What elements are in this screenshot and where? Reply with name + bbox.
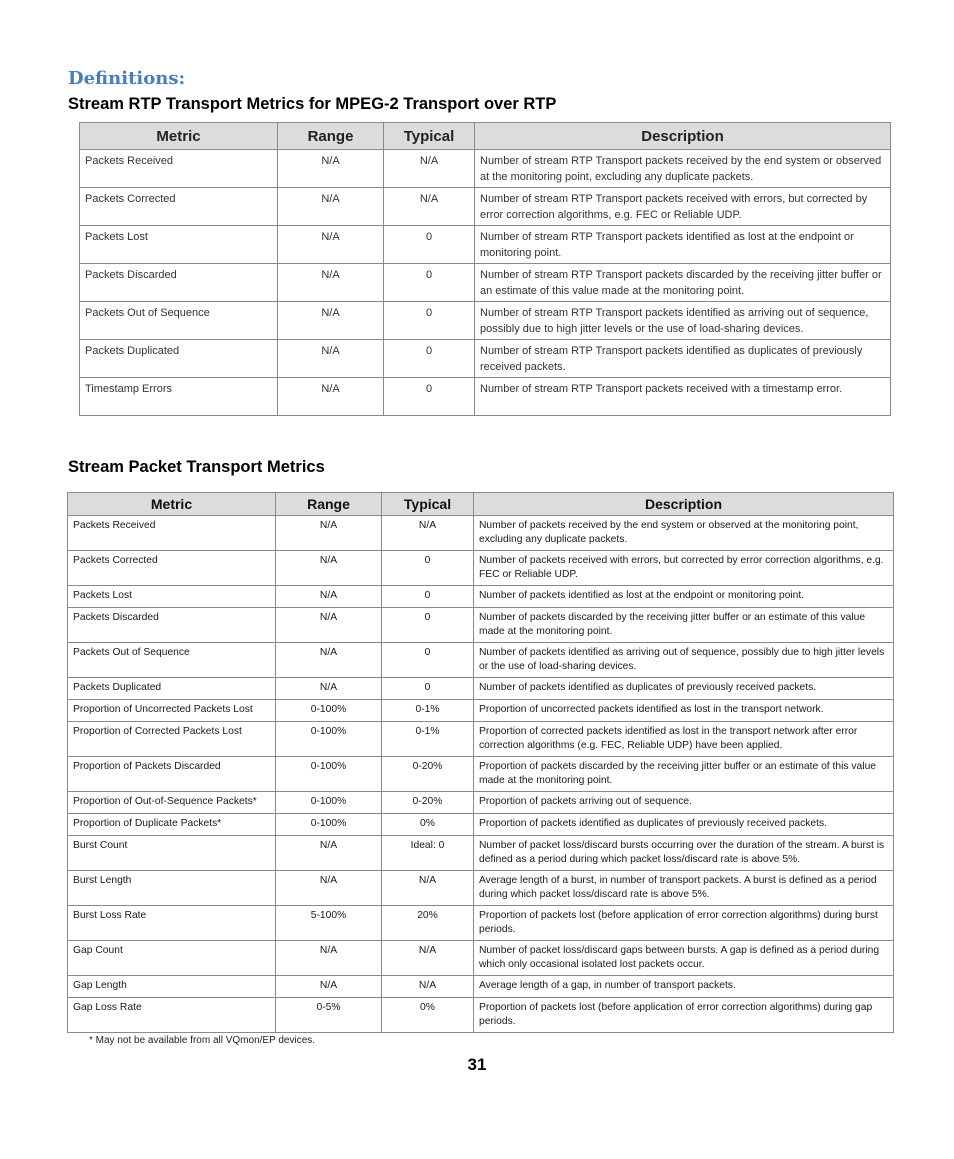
cell-typical: 0 — [382, 608, 474, 643]
cell-range: N/A — [278, 188, 384, 226]
cell-description: Number of packet loss/discard bursts occurring over the duration of the stream. A burst is defined as a period during which packet loss/discard rate is above 5%. — [474, 836, 894, 871]
cell-description: Number of stream RTP Transport packets received with a timestamp error. — [475, 378, 891, 416]
cell-range: 0-100% — [276, 700, 382, 722]
cell-description: Number of stream RTP Transport packets identified as lost at the endpoint or monitoring point. — [475, 226, 891, 264]
cell-description: Number of stream RTP Transport packets received by the end system or observed at the monitoring point, excluding any duplicate packets. — [475, 150, 891, 188]
cell-typical: 0 — [382, 586, 474, 608]
cell-range: 5-100% — [276, 906, 382, 941]
cell-metric: Packets Received — [80, 150, 278, 188]
table-row — [68, 836, 894, 871]
cell-typical: 0 — [384, 226, 475, 264]
cell-metric: Timestamp Errors — [80, 378, 278, 416]
cell-typical: Ideal: 0 — [382, 836, 474, 871]
cell-typical: 0 — [382, 643, 474, 678]
cell-metric: Proportion of Uncorrected Packets Lost — [68, 700, 276, 722]
cell-typical: 0 — [384, 264, 475, 302]
table-row — [68, 998, 894, 1033]
cell-typical: N/A — [384, 188, 475, 226]
table-row — [68, 516, 894, 551]
table-row — [68, 757, 894, 792]
table-row — [68, 586, 894, 608]
cell-metric: Packets Lost — [68, 586, 276, 608]
header-description: Description — [474, 493, 894, 516]
cell-range: N/A — [278, 150, 384, 188]
cell-typical: N/A — [382, 976, 474, 998]
cell-range: N/A — [276, 516, 382, 551]
cell-metric: Proportion of Corrected Packets Lost — [68, 722, 276, 757]
cell-typical: 0-20% — [382, 757, 474, 792]
page-number: 31 — [467, 1055, 487, 1074]
cell-description: Proportion of packets discarded by the receiving jitter buffer or an estimate of this value made at the monitoring point. — [474, 757, 894, 792]
cell-range: 0-100% — [276, 722, 382, 757]
cell-metric: Packets Duplicated — [68, 678, 276, 700]
cell-metric: Burst Length — [68, 871, 276, 906]
header-range: Range — [276, 493, 382, 516]
cell-range: N/A — [276, 941, 382, 976]
table-row — [80, 378, 891, 416]
cell-typical: 0-1% — [382, 700, 474, 722]
cell-typical: N/A — [384, 150, 475, 188]
cell-metric: Burst Count — [68, 836, 276, 871]
cell-range: 0-100% — [276, 814, 382, 836]
cell-metric: Burst Loss Rate — [68, 906, 276, 941]
cell-range: N/A — [278, 264, 384, 302]
rtp-transport-metrics-table — [79, 122, 891, 416]
cell-range: N/A — [278, 340, 384, 378]
cell-metric: Packets Out of Sequence — [80, 302, 278, 340]
cell-range: N/A — [276, 871, 382, 906]
table-row — [68, 941, 894, 976]
cell-description: Number of packet loss/discard gaps between bursts. A gap is defined as a period during which only occasional isolated lost packets occur. — [474, 941, 894, 976]
table-row — [68, 814, 894, 836]
cell-description: Number of stream RTP Transport packets discarded by the receiving jitter buffer or an estimate of this value made at the monitoring point. — [475, 264, 891, 302]
cell-typical: 0 — [382, 551, 474, 586]
cell-range: N/A — [276, 551, 382, 586]
cell-description: Proportion of packets arriving out of sequence. — [474, 792, 894, 814]
cell-range: N/A — [276, 678, 382, 700]
table-row — [80, 150, 891, 188]
cell-description: Proportion of packets lost (before application of error correction algorithms) during gap periods. — [474, 998, 894, 1033]
definitions-heading: Definitions: — [68, 68, 186, 89]
header-metric: Metric — [80, 123, 278, 150]
cell-description: Number of packets identified as lost at the endpoint or monitoring point. — [474, 586, 894, 608]
cell-typical: N/A — [382, 516, 474, 551]
cell-range: N/A — [276, 643, 382, 678]
table-row — [80, 302, 891, 340]
cell-range: N/A — [276, 976, 382, 998]
cell-range: N/A — [276, 608, 382, 643]
table-row — [68, 700, 894, 722]
footnote: * May not be available from all VQmon/EP devices. — [89, 1035, 316, 1046]
cell-description: Proportion of packets lost (before application of error correction algorithms) during burst periods. — [474, 906, 894, 941]
cell-metric: Proportion of Packets Discarded — [68, 757, 276, 792]
cell-metric: Packets Lost — [80, 226, 278, 264]
table1-title: Stream RTP Transport Metrics for MPEG-2 Transport over RTP — [68, 95, 557, 113]
cell-typical: 0 — [382, 678, 474, 700]
cell-metric: Proportion of Duplicate Packets* — [68, 814, 276, 836]
cell-description: Number of stream RTP Transport packets identified as duplicates of previously received packets. — [475, 340, 891, 378]
table-row — [68, 608, 894, 643]
cell-metric: Gap Count — [68, 941, 276, 976]
table2-body — [68, 516, 894, 1033]
table1-body — [80, 150, 891, 416]
cell-typical: N/A — [382, 871, 474, 906]
header-typical: Typical — [382, 493, 474, 516]
header-typical: Typical — [384, 123, 475, 150]
cell-description: Proportion of packets identified as duplicates of previously received packets. — [474, 814, 894, 836]
cell-metric: Packets Duplicated — [80, 340, 278, 378]
cell-typical: 0-20% — [382, 792, 474, 814]
cell-metric: Proportion of Out-of-Sequence Packets* — [68, 792, 276, 814]
table-row — [68, 551, 894, 586]
cell-metric: Packets Received — [68, 516, 276, 551]
cell-range: N/A — [276, 586, 382, 608]
cell-metric: Gap Length — [68, 976, 276, 998]
cell-description: Number of packets identified as arriving out of sequence, possibly due to high jitter levels or the use of load-sharing devices. — [474, 643, 894, 678]
cell-typical: 0 — [384, 302, 475, 340]
cell-typical: 0-1% — [382, 722, 474, 757]
cell-range: N/A — [278, 302, 384, 340]
table-row — [68, 722, 894, 757]
cell-description: Proportion of corrected packets identified as lost in the transport network after error correction algorithms (e.g. FEC, Reliable UDP) have been applied. — [474, 722, 894, 757]
cell-metric: Packets Discarded — [80, 264, 278, 302]
cell-range: N/A — [278, 226, 384, 264]
cell-metric: Packets Corrected — [68, 551, 276, 586]
header-metric: Metric — [68, 493, 276, 516]
table-row — [80, 340, 891, 378]
cell-typical: 0% — [382, 814, 474, 836]
cell-range: 0-100% — [276, 792, 382, 814]
table-row — [68, 792, 894, 814]
table-row — [68, 678, 894, 700]
cell-description: Number of stream RTP Transport packets identified as arriving out of sequence, possibly due to high jitter levels or the use of load-sharing devices. — [475, 302, 891, 340]
table-header-row — [68, 493, 894, 516]
cell-range: 0-5% — [276, 998, 382, 1033]
cell-description: Number of stream RTP Transport packets received with errors, but corrected by error correction algorithms, e.g. FEC or Reliable UDP. — [475, 188, 891, 226]
table-row — [80, 264, 891, 302]
cell-metric: Packets Corrected — [80, 188, 278, 226]
table-row — [68, 643, 894, 678]
cell-metric: Packets Discarded — [68, 608, 276, 643]
header-range: Range — [278, 123, 384, 150]
cell-metric: Gap Loss Rate — [68, 998, 276, 1033]
cell-range: N/A — [278, 378, 384, 416]
cell-range: N/A — [276, 836, 382, 871]
cell-typical: 0% — [382, 998, 474, 1033]
table-row — [68, 871, 894, 906]
cell-range: 0-100% — [276, 757, 382, 792]
cell-typical: 0 — [384, 340, 475, 378]
cell-typical: 20% — [382, 906, 474, 941]
header-description: Description — [475, 123, 891, 150]
cell-description: Average length of a gap, in number of transport packets. — [474, 976, 894, 998]
cell-description: Number of packets discarded by the receiving jitter buffer or an estimate of this value made at the monitoring point. — [474, 608, 894, 643]
cell-description: Number of packets identified as duplicates of previously received packets. — [474, 678, 894, 700]
packet-transport-metrics-table — [67, 492, 894, 1033]
cell-metric: Packets Out of Sequence — [68, 643, 276, 678]
table-row — [80, 226, 891, 264]
cell-description: Average length of a burst, in number of transport packets. A burst is defined as a period during which packet loss/discard rate is above 5%. — [474, 871, 894, 906]
cell-typical: N/A — [382, 941, 474, 976]
cell-description: Number of packets received by the end system or observed at the monitoring point, excluding any duplicate packets. — [474, 516, 894, 551]
cell-description: Number of packets received with errors, but corrected by error correction algorithms, e.g. FEC or Reliable UDP. — [474, 551, 894, 586]
table2-title: Stream Packet Transport Metrics — [68, 458, 325, 476]
cell-typical: 0 — [384, 378, 475, 416]
table-row — [68, 906, 894, 941]
table-header-row — [80, 123, 891, 150]
table-row — [80, 188, 891, 226]
cell-description: Proportion of uncorrected packets identified as lost in the transport network. — [474, 700, 894, 722]
table-row — [68, 976, 894, 998]
